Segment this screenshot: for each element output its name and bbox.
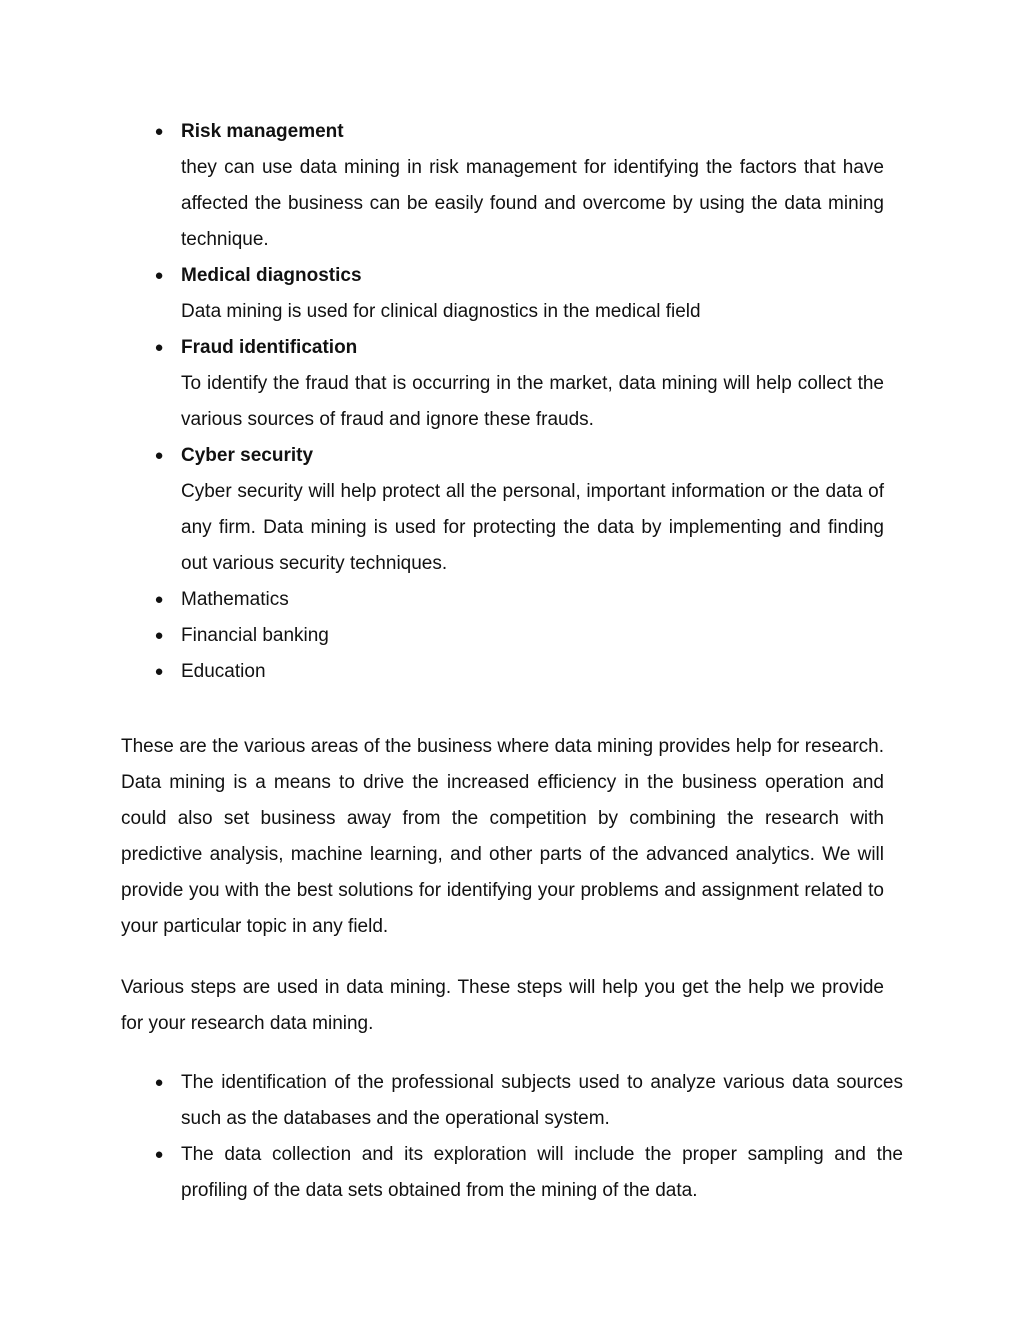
list-item-cyber-security (121, 438, 884, 582)
bullet-icon: ● (154, 1074, 164, 1091)
item-text: The identification of the professional subjects used to analyze various data sources such as the databases and the operational system. (181, 1072, 903, 1129)
item-text: To identify the fraud that is occurring in the market, data mining will help collect the various sources of fraud and ignore these frauds. (181, 373, 884, 430)
item-text: Cyber security will help protect all the personal, important information or the data of any firm. Data mining is used for protecting the data by implementing and finding out various security techniques. (181, 481, 884, 574)
list-item-education (121, 654, 884, 690)
list-item-fraud-identification (121, 330, 884, 438)
bullet-icon: ● (154, 663, 164, 680)
application-areas-list (121, 114, 884, 690)
list-item-step-identification (121, 1065, 903, 1137)
bullet-icon: ● (154, 339, 164, 356)
list-item-risk-management (121, 114, 884, 258)
item-title: Cyber security (181, 445, 314, 466)
item-text: they can use data mining in risk management for identifying the factors that have affected the business can be easily found and overcome by using the data mining technique. (181, 157, 884, 250)
bullet-icon: ● (154, 123, 164, 140)
list-item-financial-banking (121, 618, 884, 654)
steps-list (121, 1065, 903, 1209)
list-item-step-collection (121, 1137, 903, 1209)
bullet-icon: ● (154, 267, 164, 284)
list-item-mathematics (121, 582, 884, 618)
item-text: Data mining is used for clinical diagnostics in the medical field (181, 301, 701, 322)
item-title: Risk management (181, 121, 344, 142)
item-text: Education (181, 661, 266, 682)
paragraph-steps-intro: Various steps are used in data mining. These steps will help you get the help we provide for your research data mining. (121, 977, 884, 1034)
item-text: Financial banking (181, 625, 329, 646)
bullet-icon: ● (154, 627, 164, 644)
bullet-icon: ● (154, 447, 164, 464)
list-item-medical-diagnostics (121, 258, 884, 330)
item-title: Medical diagnostics (181, 265, 362, 286)
item-title: Fraud identification (181, 337, 358, 358)
item-text: Mathematics (181, 589, 289, 610)
paragraph-business-areas: These are the various areas of the business where data mining provides help for research. Data mining is a means to drive the increased efficiency in the business operation and could also set business away from the competition by combining the research with predictive analysis, machine learning, and other parts of the advanced analytics. We will provide you with the best solutions for identifying your problems and assignment related to your particular topic in any field. (121, 736, 884, 937)
bullet-icon: ● (154, 591, 164, 608)
item-text: The data collection and its exploration will include the proper sampling and the profiling of the data sets obtained from the mining of the data. (181, 1144, 903, 1201)
bullet-icon: ● (154, 1146, 164, 1163)
